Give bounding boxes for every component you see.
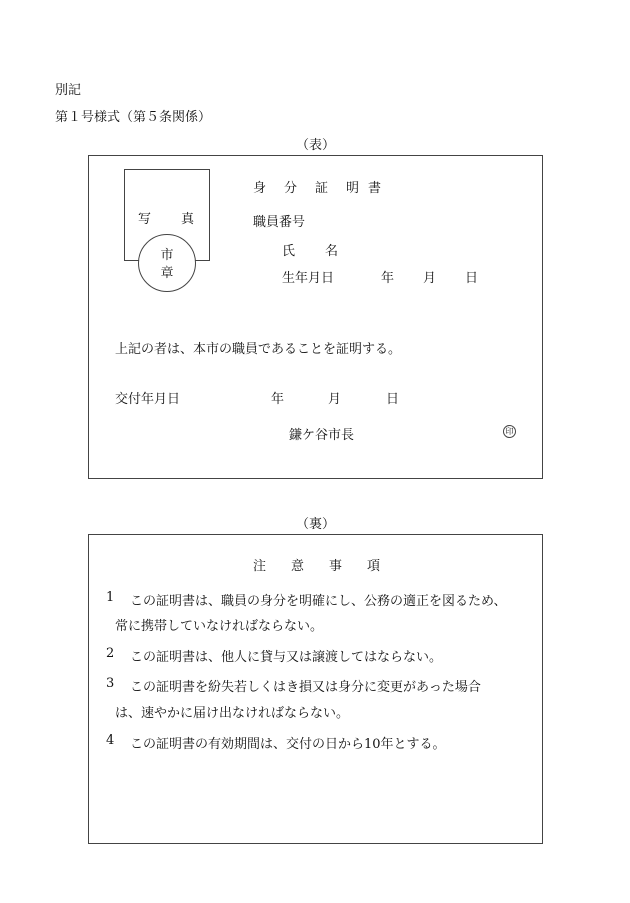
title-char-1: 身	[253, 181, 267, 196]
birth-day-label: 日	[465, 271, 479, 286]
issue-month-label: 月	[328, 392, 342, 407]
back-side-label: （裏）	[296, 517, 336, 532]
form-number-label: 第１号様式（第５条関係）	[55, 110, 212, 125]
issuer-label: 鎌ケ谷市長	[289, 428, 355, 443]
note-4-line-1: この証明書の有効期間は、交付の日から10年とする。	[130, 737, 446, 752]
staff-number-label: 職員番号	[253, 215, 306, 230]
note-1-line-2: 常に携帯していなければならない。	[115, 619, 324, 634]
birth-month-label: 月	[423, 271, 437, 286]
seal-char-1: 市	[160, 248, 174, 263]
certification-text: 上記の者は、本市の職員であることを証明する。	[115, 342, 402, 357]
front-side-label: （表）	[296, 138, 336, 153]
birth-year-label: 年	[381, 271, 395, 286]
appendix-label: 別記	[55, 83, 82, 98]
seal-char-2: 章	[160, 266, 174, 281]
name-char-1: 氏	[282, 244, 296, 259]
notes-title-char-1: 注	[253, 559, 267, 574]
title-char-4: 明	[346, 181, 360, 196]
issue-year-label: 年	[271, 392, 285, 407]
note-3-line-1: この証明書を紛失若しくはき損又は身分に変更があった場合	[130, 680, 481, 695]
photo-char-1: 写	[138, 212, 152, 227]
back-card	[88, 534, 543, 844]
seal-stamp-mark: 印	[503, 425, 516, 438]
title-char-5: 書	[368, 181, 382, 196]
notes-title-char-2: 意	[291, 559, 305, 574]
title-char-2: 分	[284, 181, 298, 196]
city-seal-circle	[138, 234, 196, 292]
note-4-number: 4	[106, 733, 115, 748]
front-card	[88, 155, 543, 479]
title-char-3: 証	[315, 181, 329, 196]
photo-char-2: 真	[181, 212, 195, 227]
note-1-number: 1	[106, 590, 115, 605]
notes-title-char-4: 項	[367, 559, 381, 574]
note-1-line-1: この証明書は、職員の身分を明確にし、公務の適正を図るため、	[130, 594, 507, 609]
name-char-2: 名	[325, 244, 339, 259]
note-2-line-1: この証明書は、他人に貸与又は譲渡してはならない。	[130, 650, 443, 665]
note-3-number: 3	[106, 676, 115, 691]
note-2-number: 2	[106, 646, 115, 661]
note-3-line-2: は、速やかに届け出なければならない。	[115, 706, 350, 721]
issue-day-label: 日	[386, 392, 400, 407]
issue-date-label: 交付年月日	[115, 392, 181, 407]
notes-title-char-3: 事	[329, 559, 343, 574]
birth-date-label: 生年月日	[282, 271, 335, 286]
